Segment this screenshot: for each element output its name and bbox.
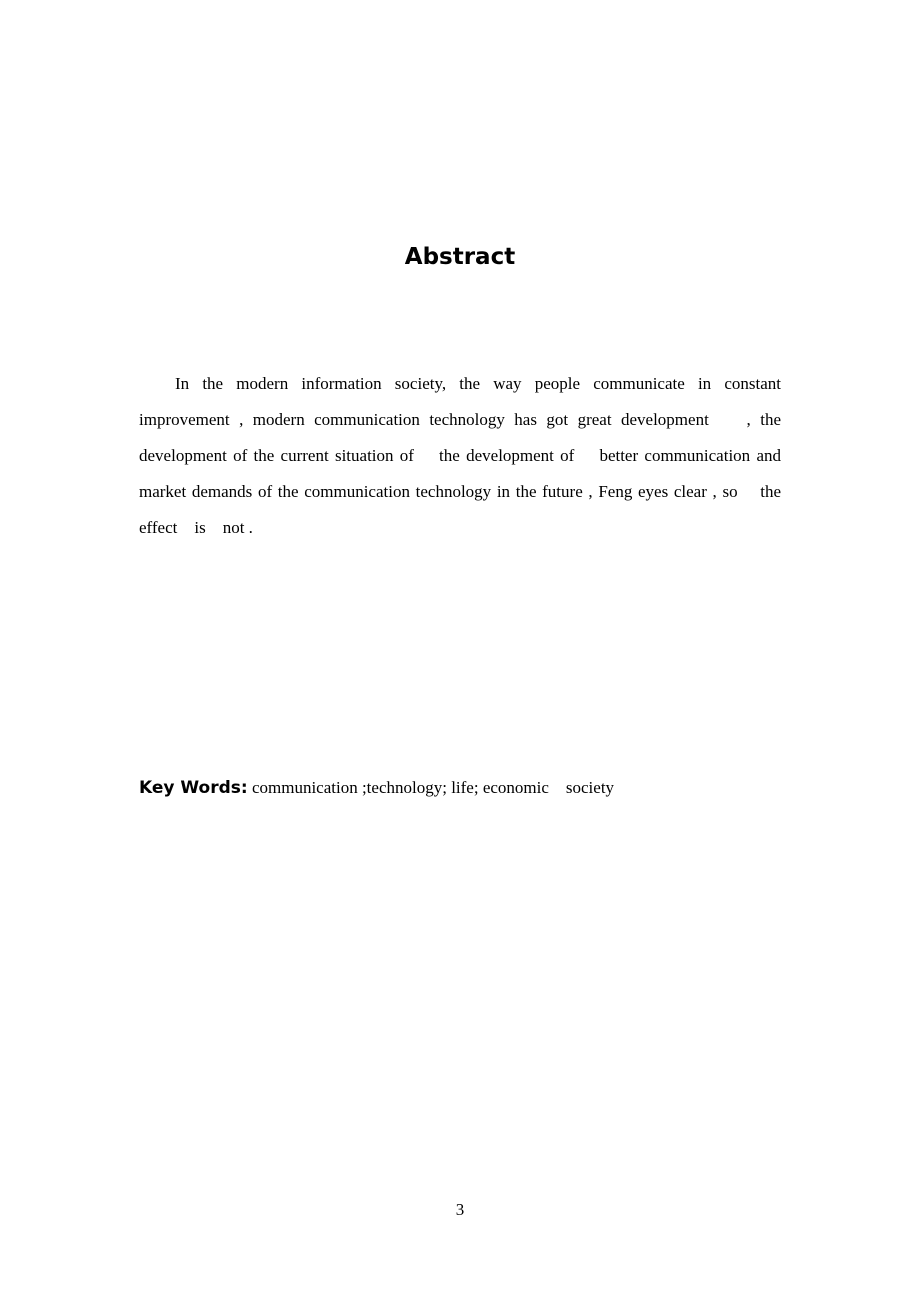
- keywords-line: [139, 772, 781, 805]
- page-number: 3: [455, 1200, 465, 1219]
- abstract-body: In the modern information society, the way people communicate in constant improvement , modern communication technology has got great development , the development of the current situation of the development of better communication and market demands of the communication technology in the future , Feng eyes clear , so the effect is not .: [139, 374, 798, 537]
- keywords-text: communication ;technology; life; economic society: [247, 778, 615, 797]
- abstract-title: Abstract: [404, 244, 516, 270]
- keywords-label: Key Words:: [139, 778, 248, 798]
